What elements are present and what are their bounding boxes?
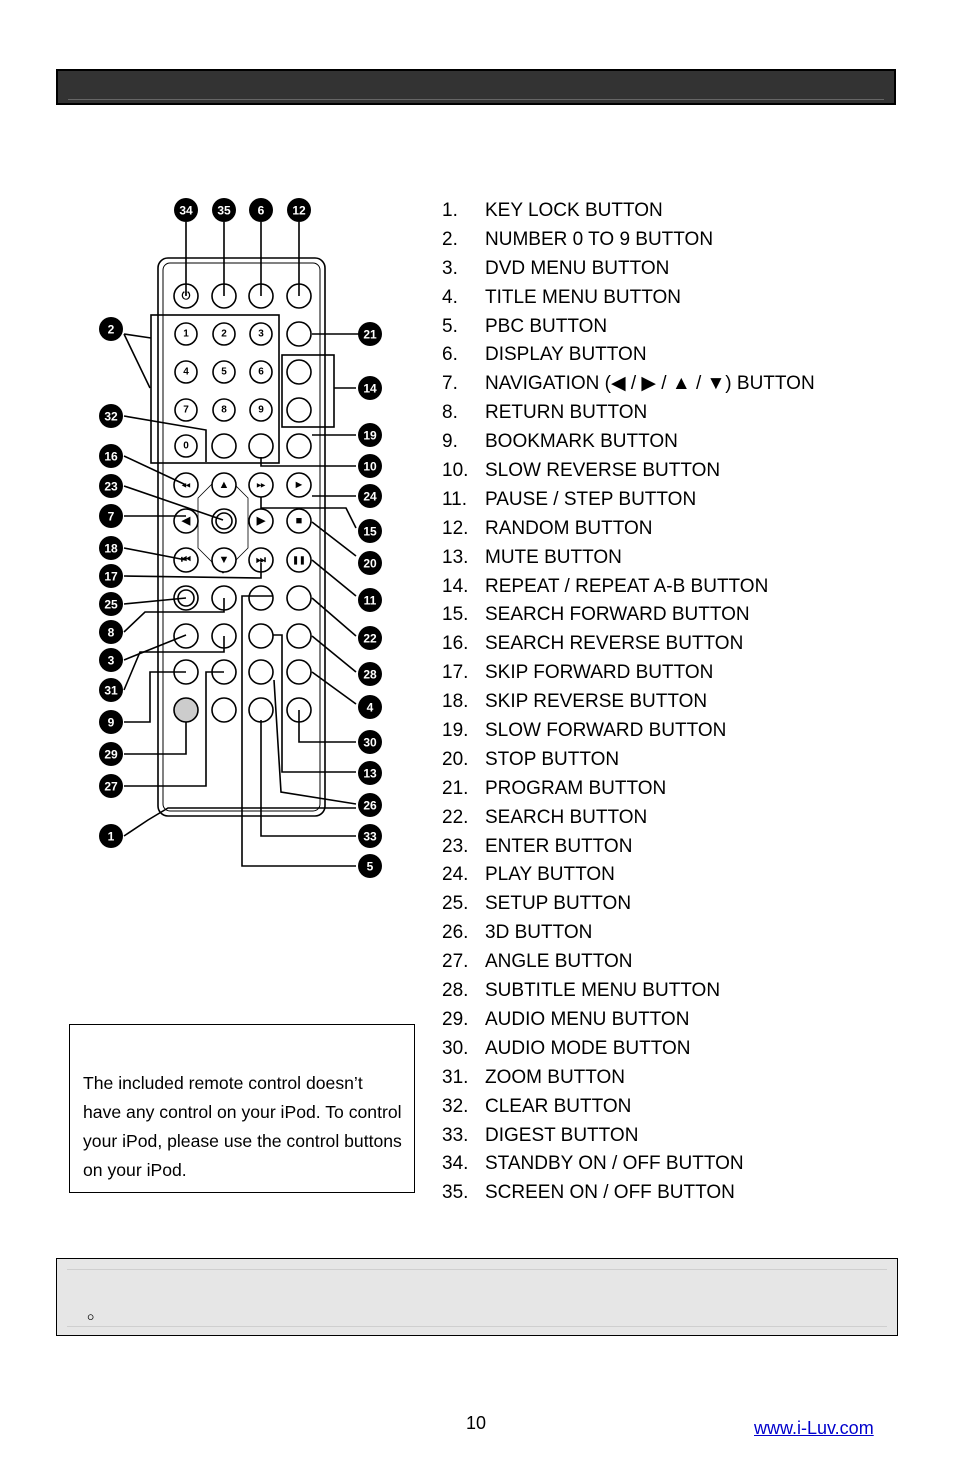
callout-number: 9	[107, 715, 115, 730]
remote-button	[287, 586, 311, 610]
number-button-label: 9	[258, 404, 264, 416]
ipod-note	[69, 1024, 415, 1193]
list-item	[442, 861, 815, 890]
number-button-label: 7	[183, 404, 189, 416]
list-item-label: SEARCH BUTTON	[485, 806, 648, 828]
list-item-label: NUMBER 0 TO 9 BUTTON	[485, 228, 714, 250]
callout-number: 8	[107, 625, 115, 640]
callout-number: 24	[363, 489, 377, 504]
bottom-box-mark: 。	[87, 1301, 107, 1323]
list-item-label: SEARCH REVERSE BUTTON	[485, 633, 744, 655]
list-item-label: MUTE BUTTON	[485, 546, 622, 568]
list-item	[442, 601, 815, 630]
list-item-number: 1.	[442, 200, 458, 221]
callout-number: 34	[179, 203, 193, 218]
list-item-number: 7.	[442, 373, 458, 395]
list-item-label: SEARCH FORWARD BUTTON	[485, 604, 750, 626]
list-item	[442, 1006, 815, 1035]
list-item-label: KEY LOCK BUTTON	[485, 200, 663, 221]
remote-button	[174, 624, 198, 648]
list-item	[442, 544, 815, 573]
list-item-number: 31.	[442, 1066, 469, 1088]
number-button-label: 8	[221, 404, 227, 416]
list-item-number: 11.	[442, 488, 468, 510]
remote-button	[212, 434, 236, 458]
list-item-number: 34.	[442, 1153, 469, 1175]
callout-number: 17	[104, 569, 118, 584]
list-item-number: 18.	[442, 691, 469, 713]
callout-number: 23	[104, 479, 118, 494]
list-item	[442, 833, 815, 862]
number-button-label: 1	[183, 328, 189, 340]
list-item-number: 32.	[442, 1095, 469, 1117]
list-item-number: 2.	[442, 228, 458, 250]
button-glyph: ◂◂	[181, 480, 191, 490]
list-item-number: 17.	[442, 662, 469, 684]
list-item-number: 9.	[442, 431, 458, 453]
list-item	[442, 948, 815, 977]
list-item-number: 28.	[442, 980, 469, 1002]
callout-number: 14	[363, 381, 377, 396]
list-item-number: 23.	[442, 835, 469, 857]
number-button-label: 3	[258, 328, 264, 340]
button-glyph: ▸▸	[256, 480, 266, 490]
callout-number: 26	[363, 798, 377, 813]
number-button-label: 2	[221, 328, 227, 340]
list-item-label: SKIP FORWARD BUTTON	[485, 662, 714, 684]
callout-number: 11	[363, 593, 377, 608]
list-item	[442, 1150, 815, 1179]
number-button-label: 0	[183, 440, 189, 452]
list-item-number: 19.	[442, 720, 469, 742]
list-item-label: PAUSE / STEP BUTTON	[485, 488, 697, 510]
list-item-label: SCREEN ON / OFF BUTTON	[485, 1182, 735, 1204]
list-item	[442, 370, 815, 399]
list-item-number: 14.	[442, 575, 469, 597]
remote-button	[249, 698, 273, 722]
list-item-number: 8.	[442, 402, 458, 424]
mute-button	[174, 698, 198, 722]
list-item	[442, 255, 815, 284]
button-glyph: ■	[295, 515, 303, 527]
number-button-label: 5	[221, 366, 227, 378]
list-item-label: ZOOM BUTTON	[485, 1066, 626, 1088]
list-item-label: PROGRAM BUTTON	[485, 777, 667, 799]
list-item-label: PLAY BUTTON	[485, 864, 615, 886]
list-item	[442, 804, 815, 833]
callout-number: 35	[217, 203, 231, 218]
list-item	[442, 977, 815, 1006]
list-item-label: SETUP BUTTON	[485, 893, 632, 915]
list-item	[442, 226, 815, 255]
header-bar	[56, 69, 896, 105]
list-item-number: 26.	[442, 922, 469, 944]
list-item-label: NAVIGATION (◀ / ▶ / ▲ / ▼) BUTTON	[485, 373, 815, 395]
remote-button	[249, 586, 273, 610]
list-item-number: 21.	[442, 777, 469, 799]
list-item	[442, 341, 815, 370]
list-item-label: RETURN BUTTON	[485, 402, 648, 424]
list-item-number: 30.	[442, 1037, 469, 1059]
callout-number: 28	[363, 667, 377, 682]
callout-number: 30	[363, 735, 377, 750]
list-item	[442, 1122, 815, 1151]
list-item-number: 22.	[442, 806, 469, 828]
list-item	[442, 717, 815, 746]
list-item-number: 24.	[442, 864, 469, 886]
list-item	[442, 775, 815, 804]
remote-control-diagram	[90, 190, 400, 890]
list-item-label: AUDIO MENU BUTTON	[485, 1008, 690, 1030]
list-item	[442, 659, 815, 688]
page-number: 10	[466, 1413, 487, 1433]
callout-number: 5	[366, 859, 374, 874]
callout-number: 21	[363, 327, 377, 342]
list-item-label: SKIP REVERSE BUTTON	[485, 691, 708, 713]
remote-button	[287, 360, 311, 384]
callout-number: 1	[107, 829, 115, 844]
list-item-label: 3D BUTTON	[485, 922, 593, 944]
button-glyph: ⏭	[256, 554, 266, 566]
remote-button	[287, 398, 311, 422]
list-item-number: 35.	[442, 1182, 469, 1204]
list-item-number: 10.	[442, 460, 469, 482]
callout-number: 13	[363, 766, 377, 781]
list-item-label: SLOW FORWARD BUTTON	[485, 720, 727, 742]
list-item	[442, 1093, 815, 1122]
callout-number: 4	[366, 700, 374, 715]
list-item	[442, 428, 815, 457]
list-item	[442, 688, 815, 717]
list-item-label: STANDBY ON / OFF BUTTON	[485, 1153, 744, 1175]
list-item	[442, 630, 815, 659]
callout-number: 20	[363, 556, 377, 571]
callout-number: 10	[363, 459, 377, 474]
callout-number: 18	[104, 541, 118, 556]
list-item-number: 4.	[442, 286, 458, 308]
list-item	[442, 515, 815, 544]
list-item-label: RANDOM BUTTON	[485, 517, 653, 539]
website-link[interactable]: www.i-Luv.com	[754, 1418, 874, 1438]
list-item-number: 3.	[442, 257, 458, 279]
list-item	[442, 1064, 815, 1093]
list-item-label: ENTER BUTTON	[485, 835, 633, 857]
list-item-label: TITLE MENU BUTTON	[485, 286, 681, 308]
list-item-number: 16.	[442, 633, 469, 655]
button-glyph: ►	[293, 479, 305, 491]
list-item-label: DIGEST BUTTON	[485, 1124, 639, 1146]
list-item-number: 15.	[442, 604, 469, 626]
callout-number: 29	[104, 747, 118, 762]
list-item-number: 29.	[442, 1008, 469, 1030]
list-item	[442, 399, 815, 428]
remote-button	[212, 698, 236, 722]
list-item-number: 12.	[442, 517, 469, 539]
callout-number: 33	[363, 829, 377, 844]
remote-button	[287, 660, 311, 684]
list-item	[442, 573, 815, 602]
button-glyph: ❚❚	[292, 555, 306, 565]
callout-number: 6	[257, 203, 265, 218]
list-item	[442, 486, 815, 515]
list-item	[442, 919, 815, 948]
button-glyph: ⏻	[181, 290, 191, 302]
button-glyph: ▶	[256, 515, 266, 527]
list-item-number: 20.	[442, 748, 469, 770]
button-glyph: ▼	[218, 554, 230, 566]
number-button-label: 4	[183, 366, 189, 378]
list-item-label: STOP BUTTON	[485, 748, 620, 770]
callout-number: 22	[363, 631, 377, 646]
remote-button	[287, 322, 311, 346]
remote-button	[249, 660, 273, 684]
list-item-label: SLOW REVERSE BUTTON	[485, 460, 721, 482]
list-item	[442, 197, 815, 226]
enter-inner	[216, 513, 232, 529]
callout-number: 3	[107, 653, 115, 668]
list-item	[442, 313, 815, 342]
callout-number: 12	[292, 203, 306, 218]
callout-number: 32	[104, 409, 118, 424]
callout-number: 27	[104, 779, 118, 794]
button-glyph: ▲	[218, 479, 230, 491]
list-item-label: BOOKMARK BUTTON	[485, 431, 678, 453]
list-item-number: 5.	[442, 315, 458, 337]
button-glyph: ◀	[181, 515, 191, 527]
number-button-label: 6	[258, 366, 264, 378]
list-item	[442, 746, 815, 775]
bottom-info-box	[56, 1258, 898, 1336]
callout-number: 31	[104, 683, 118, 698]
list-item-label: REPEAT / REPEAT A-B BUTTON	[485, 575, 769, 597]
callout-number: 16	[104, 449, 118, 464]
callout-number: 19	[363, 428, 377, 443]
list-item	[442, 890, 815, 919]
remote-button	[287, 624, 311, 648]
button-glyph: ⏮	[181, 554, 191, 566]
remote-button	[287, 434, 311, 458]
list-item-label: DISPLAY BUTTON	[485, 344, 647, 366]
list-item	[442, 1179, 815, 1208]
callout-number: 7	[107, 509, 115, 524]
list-item	[442, 284, 815, 313]
list-item-number: 13.	[442, 546, 469, 568]
list-item-label: AUDIO MODE BUTTON	[485, 1037, 691, 1059]
callout-number: 25	[104, 597, 118, 612]
list-item-number: 25.	[442, 893, 469, 915]
callout-number: 15	[363, 524, 377, 539]
button-list	[442, 197, 815, 1208]
callout-number: 2	[107, 322, 115, 337]
remote-button	[249, 624, 273, 648]
list-item	[442, 1035, 815, 1064]
list-item-number: 27.	[442, 951, 469, 973]
list-item-label: ANGLE BUTTON	[485, 951, 633, 973]
list-item-label: SUBTITLE MENU BUTTON	[485, 980, 721, 1002]
list-item	[442, 457, 815, 486]
list-item-label: PBC BUTTON	[485, 315, 608, 337]
list-item-number: 6.	[442, 344, 458, 366]
list-item-label: DVD MENU BUTTON	[485, 257, 670, 279]
ipod-note-text: The included remote control doesn’t have any control on your iPod. To control your iPod, please use the control buttons on your iPod.	[83, 1073, 402, 1180]
list-item-label: CLEAR BUTTON	[485, 1095, 632, 1117]
list-item-number: 33.	[442, 1124, 469, 1146]
remote-button	[249, 434, 273, 458]
